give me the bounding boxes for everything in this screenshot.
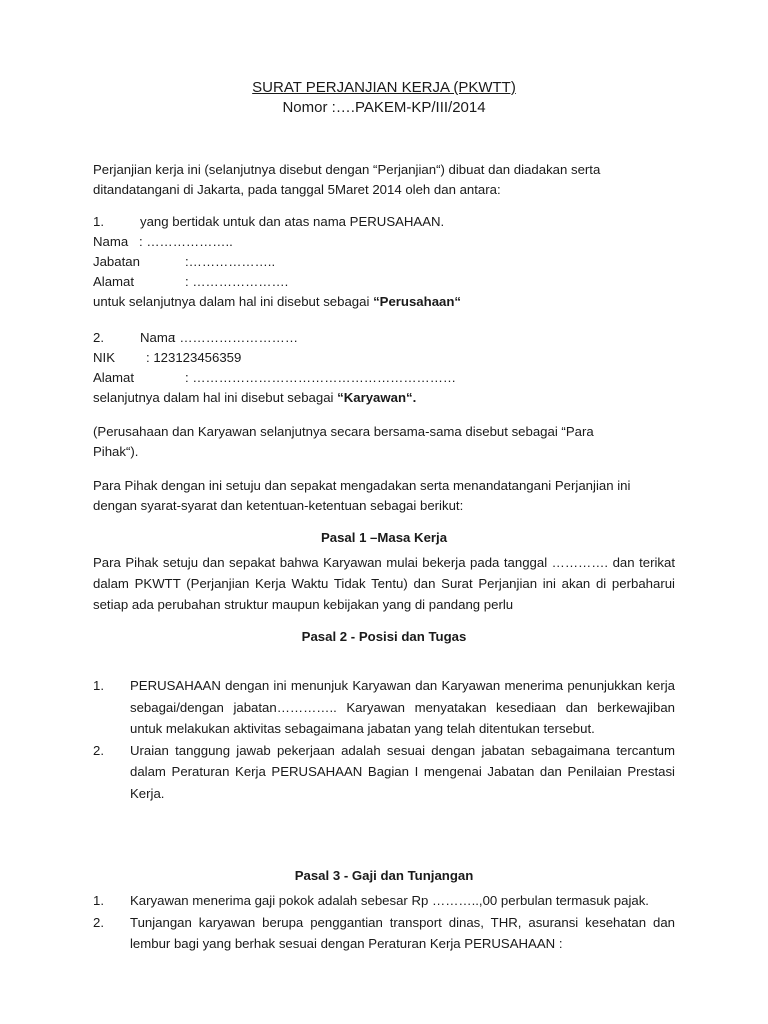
spacer: [93, 118, 675, 160]
document: [93, 78, 675, 955]
list-item: [93, 675, 675, 740]
pasal2-list: [93, 675, 675, 804]
party1-jabatan-row: [93, 252, 675, 272]
party1-closing-text: untuk selanjutnya dalam hal ini disebut sebagai: [93, 294, 370, 309]
party1-alamat-row: [93, 272, 675, 292]
party1-heading: [93, 212, 675, 232]
pasal1-text: Para Pihak setuju dan sepakat bahwa Karyawan mulai bekerja pada tanggal …………. dan terikat dalam PKWTT (Perjanjian Kerja Waktu Tidak Tentu) dan Surat Perjanjian ini akan di perbaharui setiap ada perubahan struktur maupun kebijakan yang di pandang perlu: [93, 555, 675, 612]
party1-heading-text: yang bertidak untuk dan atas nama PERUSAHAAN.: [140, 214, 445, 229]
party2-closing: [93, 388, 675, 408]
intro-line-2: ditandatangani di Jakarta, pada tanggal 5Maret 2014 oleh dan antara:: [93, 182, 501, 197]
spacer: [93, 462, 675, 476]
party2-nik-row: [93, 348, 675, 368]
spacer: [93, 804, 675, 866]
list-item: [93, 740, 675, 805]
list-item: [93, 912, 675, 955]
party2-nama-row: [93, 328, 675, 348]
document-title: SURAT PERJANJIAN KERJA (PKWTT): [252, 79, 516, 96]
spacer: [93, 615, 675, 627]
list-item-number: 2.: [93, 914, 104, 930]
spacer: [93, 200, 675, 212]
party2-closing-text: selanjutnya dalam hal ini disebut sebagai: [93, 390, 334, 405]
list-item-number: 1.: [93, 893, 104, 908]
party2-alamat-row: [93, 368, 675, 388]
list-item-number: 1.: [93, 678, 104, 693]
party1-closing-term: “Perusahaan“: [373, 294, 462, 309]
pasal2-title: Pasal 2 - Posisi dan Tugas: [301, 629, 467, 644]
list-item-text: PERUSAHAAN dengan ini menunjuk Karyawan dan Karyawan menerima penunjukkan kerja sebagai/dengan jabatan………….. Karyawan menyatakan kesediaan dan berkewajiban untuk melakukan aktivitas sebagaimana jabatan yang telah ditentukan tersebut.: [130, 678, 675, 736]
spacer: [93, 516, 675, 528]
spacer: [93, 647, 675, 675]
party2-alamat-label: Alamat: [93, 370, 135, 385]
party1-alamat-value: : ………………….: [185, 274, 289, 289]
list-item-text: Uraian tanggung jawab pekerjaan adalah sesuai dengan jabatan sebagaimana tercantum dalam Peraturan Kerja PERUSAHAAN Bagian I mengenai Jabatan dan Penilaian Prestasi Kerja.: [130, 742, 675, 801]
intro-line-1: Perjanjian kerja ini (selanjutnya disebut dengan “Perjanjian“) dibuat dan diadakan serta: [93, 162, 601, 177]
party2-closing-term: “Karyawan“.: [337, 390, 417, 405]
party1-nama-row: [93, 232, 675, 252]
party1-jabatan-label: Jabatan: [93, 254, 140, 269]
list-item: [93, 890, 675, 912]
document-number: Nomor :….PAKEM-KP/III/2014: [282, 99, 486, 116]
spacer: [93, 312, 675, 328]
para-pihak-note-line-1: (Perusahaan dan Karyawan selanjutnya secara bersama-sama disebut sebagai “Para: [93, 424, 594, 439]
party1-alamat-label: Alamat: [93, 274, 135, 289]
party2-nama-label: Nama: [140, 330, 176, 345]
party2-number: 2.: [93, 330, 104, 345]
pasal1-title: Pasal 1 –Masa Kerja: [320, 530, 448, 545]
pasal3-title: Pasal 3 - Gaji dan Tunjangan: [294, 868, 474, 883]
party1-jabatan-value: :………………..: [185, 254, 276, 269]
spacer: [93, 408, 675, 422]
agreement-line-2: dengan syarat-syarat dan ketentuan-ketentuan sebagai berikut:: [93, 498, 464, 513]
pasal3-list: [93, 890, 675, 955]
agreement-line-1: Para Pihak dengan ini setuju dan sepakat mengadakan serta menandatangani Perjanjian ini: [93, 478, 631, 493]
party1-nama-value: : ………………..: [139, 234, 233, 249]
para-pihak-note-line-2: Pihak“).: [93, 444, 139, 459]
list-item-number: 2.: [93, 742, 104, 758]
party2-nik-value: : 123123456359: [146, 350, 242, 365]
party1-nama-label: Nama: [93, 234, 129, 249]
list-item-text: Tunjangan karyawan berupa penggantian transport dinas, THR, asuransi kesehatan dan lembur bagi yang berhak sesuai dengan Peraturan Kerja PERUSAHAAN :: [130, 914, 675, 951]
party2-nik-label: NIK: [93, 350, 115, 365]
list-item-text: Karyawan menerima gaji pokok adalah sebesar Rp ………..,00 perbulan termasuk pajak.: [130, 893, 649, 908]
party2-alamat-value: : ……………………………………………………: [185, 370, 457, 385]
party1-number: 1.: [93, 214, 104, 229]
party1-closing: [93, 292, 675, 312]
party2-nama-value: : ………………………: [172, 330, 299, 345]
